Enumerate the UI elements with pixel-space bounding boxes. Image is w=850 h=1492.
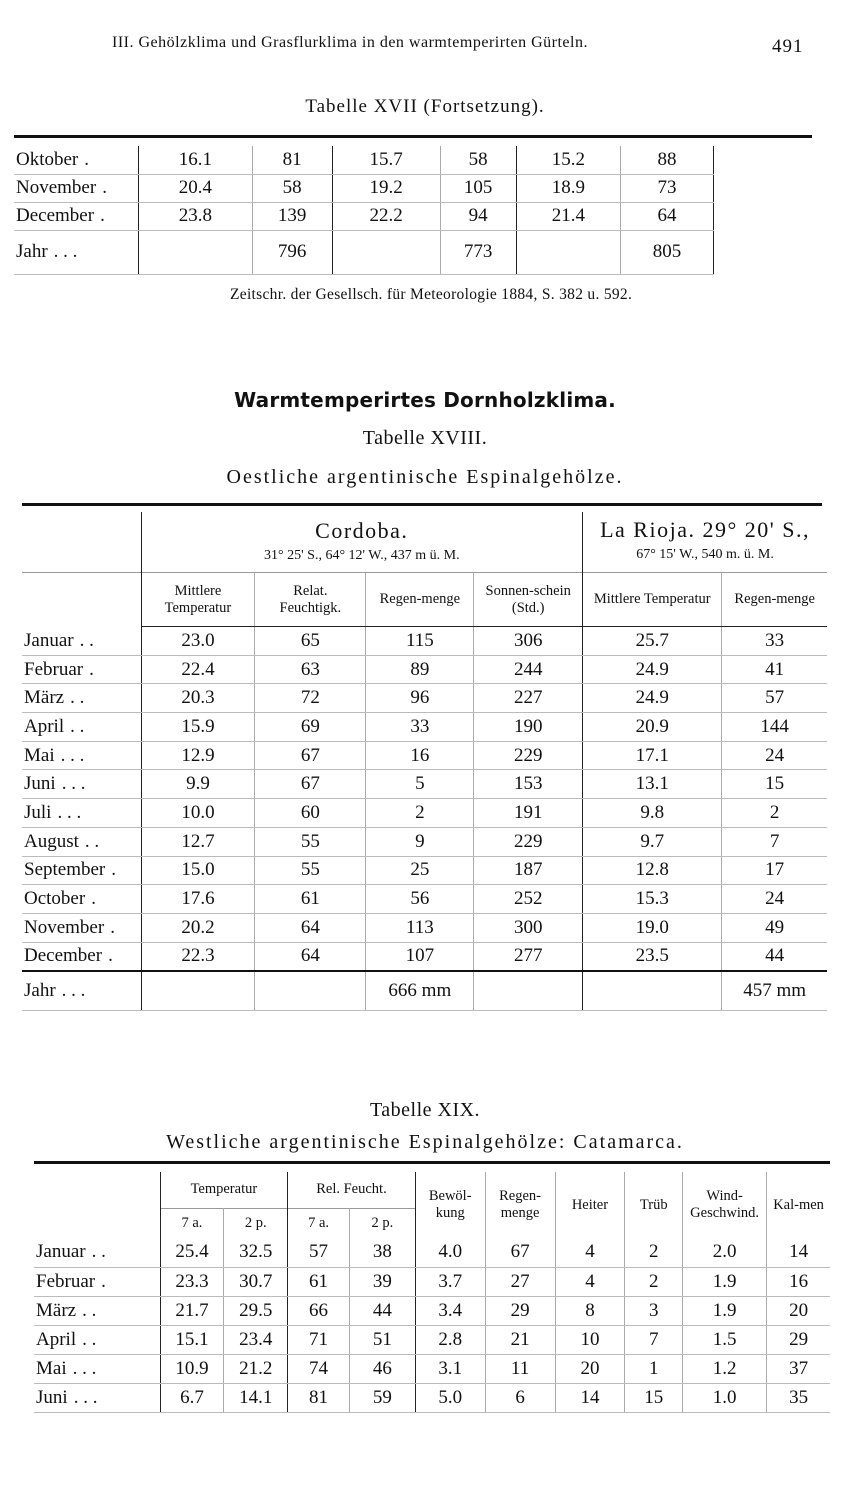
value-cell: 4 (555, 1267, 625, 1296)
value-cell: 7 (625, 1325, 683, 1354)
value-cell: 229 (474, 827, 583, 856)
value-cell: 16 (366, 741, 474, 770)
table-row (22, 770, 827, 799)
value-cell: 15.1 (160, 1325, 224, 1354)
regenmenge-header: Regen-menge (485, 1172, 555, 1238)
value-cell: 15.0 (141, 856, 255, 885)
month-label: Jahr (16, 241, 48, 262)
stub-header (34, 1172, 160, 1238)
leader-dots: . (100, 205, 105, 226)
value-cell: 3.4 (415, 1296, 485, 1325)
value-cell (516, 230, 620, 274)
table-row (34, 1296, 830, 1325)
heiter-header: Heiter (555, 1172, 625, 1238)
month-cell (14, 146, 138, 174)
table-row (34, 1267, 830, 1296)
month-cell (22, 799, 141, 828)
month-label: April (24, 715, 65, 737)
temp-7a-header: 7 a. (160, 1208, 224, 1238)
column-header: Mittlere Temperatur (141, 573, 255, 627)
leader-dots: . . . (57, 801, 82, 823)
value-cell: 2 (366, 799, 474, 828)
value-cell: 11 (485, 1354, 555, 1383)
value-cell: 144 (722, 713, 827, 742)
value-cell: 64 (255, 913, 366, 942)
value-cell: 1.5 (683, 1325, 767, 1354)
section-heading: Warmtemperirtes Dornholzklima. (234, 388, 616, 412)
table-19-subtitle: Westliche argentinische Espinalgehölze: Catamarca. (166, 1131, 684, 1153)
value-cell: 3.7 (415, 1267, 485, 1296)
value-cell: 8 (555, 1296, 625, 1325)
table-row (14, 174, 714, 202)
table-row (22, 741, 827, 770)
leader-dots: . (101, 1270, 106, 1292)
value-cell: 15.7 (332, 146, 440, 174)
column-header: Sonnen-schein (Std.) (474, 573, 583, 627)
value-cell: 6 (485, 1383, 555, 1412)
value-cell: 21.2 (224, 1354, 288, 1383)
value-cell: 191 (474, 799, 583, 828)
table-18 (22, 512, 827, 1011)
value-cell: 64 (621, 202, 714, 230)
value-cell: 2 (625, 1267, 683, 1296)
value-cell: 29.5 (224, 1296, 288, 1325)
page-number: 491 (772, 36, 804, 57)
month-label: August (24, 830, 79, 852)
value-cell (332, 230, 440, 274)
value-cell: 20.3 (141, 684, 255, 713)
value-cell: 49 (722, 913, 827, 942)
value-cell: 12.7 (141, 827, 255, 856)
value-cell: 24 (722, 741, 827, 770)
leader-dots: . (84, 148, 90, 170)
value-cell: 23.5 (583, 942, 722, 971)
wind-header: Wind-Geschwind. (683, 1172, 767, 1238)
value-cell: 115 (366, 627, 474, 656)
value-cell: 9.8 (583, 799, 722, 828)
value-cell: 20.2 (141, 913, 255, 942)
leader-dots: . (108, 945, 113, 967)
group-header-row (34, 1172, 830, 1208)
table-row (34, 1383, 830, 1412)
value-cell: 244 (474, 655, 583, 684)
value-cell: 15.9 (141, 713, 255, 742)
value-cell: 9.7 (583, 827, 722, 856)
value-cell: 2.8 (415, 1325, 485, 1354)
value-cell: 7 (722, 827, 827, 856)
month-label: Februar (24, 658, 84, 680)
value-cell: 2 (625, 1238, 683, 1267)
month-label: September (24, 859, 106, 881)
month-cell (34, 1267, 160, 1296)
value-cell: 139 (252, 202, 332, 230)
month-label: Januar (36, 1241, 86, 1263)
value-cell: 14.1 (224, 1383, 288, 1412)
table-row (14, 146, 714, 174)
table-row (22, 713, 827, 742)
value-cell: 666 mm (366, 971, 474, 1011)
leader-dots: . (91, 888, 96, 910)
running-header: III. Gehölzklima und Grasflurklima in den warmtemperirten Gürteln. (112, 34, 588, 51)
value-cell: 3 (625, 1296, 683, 1325)
leader-dots: . . . (60, 744, 85, 766)
value-cell (255, 971, 366, 1011)
value-cell: 19.0 (583, 913, 722, 942)
value-cell: 153 (474, 770, 583, 799)
value-cell: 105 (440, 174, 516, 202)
value-cell: 107 (366, 942, 474, 971)
value-cell: 773 (440, 230, 516, 274)
value-cell: 15.2 (516, 146, 620, 174)
value-cell: 9.9 (141, 770, 255, 799)
value-cell: 9 (366, 827, 474, 856)
value-cell: 21 (485, 1325, 555, 1354)
value-cell: 187 (474, 856, 583, 885)
month-label: Juni (24, 773, 56, 795)
value-cell: 39 (349, 1267, 415, 1296)
value-cell: 66 (288, 1296, 350, 1325)
feucht-7a-header: 7 a. (288, 1208, 350, 1238)
value-cell: 20.9 (583, 713, 722, 742)
value-cell: 25.7 (583, 627, 722, 656)
value-cell: 16 (767, 1267, 830, 1296)
value-cell: 44 (722, 942, 827, 971)
value-cell: 35 (767, 1383, 830, 1412)
value-cell: 24 (722, 885, 827, 914)
value-cell: 22.4 (141, 655, 255, 684)
value-cell: 1.9 (683, 1267, 767, 1296)
value-cell: 73 (621, 174, 714, 202)
value-cell: 96 (366, 684, 474, 713)
month-label: Jahr (24, 980, 56, 1001)
value-cell: 6.7 (160, 1383, 224, 1412)
value-cell: 25 (366, 856, 474, 885)
value-cell: 89 (366, 655, 474, 684)
value-cell: 1.2 (683, 1354, 767, 1383)
jahr-row (14, 230, 714, 274)
stub-header (22, 512, 141, 573)
leader-dots: . . . (73, 1386, 98, 1408)
month-cell (22, 856, 141, 885)
value-cell: 23.8 (138, 202, 252, 230)
month-cell (34, 1325, 160, 1354)
value-cell: 32.5 (224, 1238, 288, 1267)
table-row (22, 942, 827, 971)
bewoelkung-header: Bewöl-kung (415, 1172, 485, 1238)
value-cell: 44 (349, 1296, 415, 1325)
table-row (22, 627, 827, 656)
value-cell: 5.0 (415, 1383, 485, 1412)
rioja-header (583, 512, 827, 573)
month-cell (22, 913, 141, 942)
value-cell: 14 (767, 1238, 830, 1267)
stub-header-2 (22, 573, 141, 627)
value-cell: 20 (767, 1296, 830, 1325)
value-cell: 72 (255, 684, 366, 713)
leader-dots: . . . (61, 773, 86, 795)
leader-dots: . . (70, 687, 85, 709)
value-cell: 17.6 (141, 885, 255, 914)
month-cell (34, 1354, 160, 1383)
value-cell: 67 (255, 741, 366, 770)
table-17 (14, 146, 714, 275)
value-cell: 16.1 (138, 146, 252, 174)
value-cell: 55 (255, 827, 366, 856)
value-cell: 58 (440, 146, 516, 174)
month-label: October (24, 888, 86, 910)
month-cell (22, 741, 141, 770)
rioja-name: La Rioja. 29° 20' S., (600, 517, 810, 542)
value-cell: 15.3 (583, 885, 722, 914)
leader-dots: . . (84, 830, 100, 852)
value-cell: 1 (625, 1354, 683, 1383)
value-cell: 29 (767, 1325, 830, 1354)
month-label: Februar (36, 1270, 96, 1292)
value-cell: 74 (288, 1354, 350, 1383)
value-cell: 67 (255, 770, 366, 799)
value-cell: 306 (474, 627, 583, 656)
table-18-top-rule (22, 503, 822, 506)
table-row (34, 1238, 830, 1267)
value-cell: 12.9 (141, 741, 255, 770)
table-18-caption: Tabelle XVIII. (362, 427, 488, 449)
value-cell: 252 (474, 885, 583, 914)
leader-dots: . . (79, 629, 94, 651)
value-cell: 61 (288, 1267, 350, 1296)
table-19 (34, 1172, 830, 1413)
leader-dots: . . . (53, 241, 78, 262)
column-header: Mittlere Temperatur (583, 573, 722, 627)
value-cell: 457 mm (722, 971, 827, 1011)
table-row (34, 1325, 830, 1354)
leader-dots: . . (82, 1328, 97, 1350)
value-cell: 61 (255, 885, 366, 914)
trueb-header: Trüb (625, 1172, 683, 1238)
value-cell: 33 (722, 627, 827, 656)
month-cell (22, 885, 141, 914)
table-19-top-rule (34, 1161, 830, 1164)
table-row (22, 799, 827, 828)
value-cell: 24.9 (583, 684, 722, 713)
value-cell: 21.7 (160, 1296, 224, 1325)
table-row (14, 202, 714, 230)
month-label: November (24, 916, 105, 938)
value-cell: 25.4 (160, 1238, 224, 1267)
value-cell: 64 (255, 942, 366, 971)
value-cell: 38 (349, 1238, 415, 1267)
value-cell: 58 (252, 174, 332, 202)
value-cell: 4 (555, 1238, 625, 1267)
value-cell: 5 (366, 770, 474, 799)
cordoba-coords: 31° 25' S., 64° 12' W., 437 m ü. M. (264, 548, 460, 563)
leader-dots: . (89, 658, 94, 680)
month-cell (22, 827, 141, 856)
value-cell: 1.9 (683, 1296, 767, 1325)
value-cell: 60 (255, 799, 366, 828)
leader-dots: . (110, 916, 115, 938)
value-cell: 19.2 (332, 174, 440, 202)
value-cell: 10 (555, 1325, 625, 1354)
column-header: Relat. Feuchtigk. (255, 573, 366, 627)
feucht-group-header: Rel. Feucht. (288, 1172, 416, 1208)
cordoba-name: Cordoba. (315, 518, 409, 543)
value-cell: 227 (474, 684, 583, 713)
month-cell (22, 942, 141, 971)
month-label: April (36, 1328, 77, 1350)
value-cell: 3.1 (415, 1354, 485, 1383)
value-cell: 55 (255, 856, 366, 885)
value-cell: 69 (255, 713, 366, 742)
table-17-source: Zeitschr. der Gesellsch. für Meteorologie 1884, S. 382 u. 592. (230, 286, 633, 303)
value-cell (141, 971, 255, 1011)
value-cell: 12.8 (583, 856, 722, 885)
value-cell: 14 (555, 1383, 625, 1412)
column-header-row (22, 573, 827, 627)
value-cell: 796 (252, 230, 332, 274)
value-cell: 57 (288, 1238, 350, 1267)
value-cell: 15 (722, 770, 827, 799)
value-cell: 17 (722, 856, 827, 885)
table-17-caption: Tabelle XVII (Fortsetzung). (305, 96, 545, 117)
value-cell: 4.0 (415, 1238, 485, 1267)
month-label: Mai (36, 1357, 67, 1379)
month-cell (22, 655, 141, 684)
value-cell: 59 (349, 1383, 415, 1412)
value-cell: 63 (255, 655, 366, 684)
value-cell: 37 (767, 1354, 830, 1383)
month-label: November (16, 177, 97, 198)
leader-dots: . (111, 859, 117, 881)
value-cell: 20.4 (138, 174, 252, 202)
table-row (22, 856, 827, 885)
month-label: Juli (24, 801, 52, 823)
value-cell: 18.9 (516, 174, 620, 202)
month-label: December (16, 205, 95, 226)
rioja-coords: 67° 15' W., 540 m. ü. M. (636, 547, 774, 562)
value-cell: 33 (366, 713, 474, 742)
value-cell: 2 (722, 799, 827, 828)
value-cell: 805 (621, 230, 714, 274)
value-cell: 22.2 (332, 202, 440, 230)
value-cell: 29 (485, 1296, 555, 1325)
table-row (34, 1354, 830, 1383)
month-cell (34, 1238, 160, 1267)
month-cell (34, 1296, 160, 1325)
table-row (22, 684, 827, 713)
value-cell: 13.1 (583, 770, 722, 799)
table-row (22, 913, 827, 942)
month-cell (34, 1383, 160, 1412)
value-cell: 21.4 (516, 202, 620, 230)
station-header-row (22, 512, 827, 573)
leader-dots: . . (82, 1299, 97, 1321)
value-cell: 67 (485, 1238, 555, 1267)
value-cell: 30.7 (224, 1267, 288, 1296)
month-cell (14, 202, 138, 230)
month-label: Oktober (16, 148, 79, 170)
month-label: März (36, 1299, 77, 1321)
value-cell: 51 (349, 1325, 415, 1354)
column-header: Regen-menge (366, 573, 474, 627)
month-label: Juni (36, 1386, 68, 1408)
value-cell: 23.4 (224, 1325, 288, 1354)
value-cell (138, 230, 252, 274)
table-18-subtitle: Oestliche argentinische Espinalgehölze. (226, 466, 624, 488)
value-cell: 15 (625, 1383, 683, 1412)
temperatur-group-header: Temperatur (160, 1172, 288, 1208)
feucht-2p-header: 2 p. (349, 1208, 415, 1238)
value-cell: 23.0 (141, 627, 255, 656)
month-cell (22, 684, 141, 713)
table-19-caption: Tabelle XIX. (369, 1099, 481, 1121)
value-cell: 1.0 (683, 1383, 767, 1412)
value-cell: 57 (722, 684, 827, 713)
value-cell: 10.0 (141, 799, 255, 828)
leader-dots: . . (70, 715, 85, 737)
value-cell: 113 (366, 913, 474, 942)
value-cell: 17.1 (583, 741, 722, 770)
value-cell: 88 (621, 146, 714, 174)
value-cell: 71 (288, 1325, 350, 1354)
leader-dots: . . (91, 1241, 106, 1263)
month-cell (22, 713, 141, 742)
value-cell (474, 971, 583, 1011)
value-cell: 190 (474, 713, 583, 742)
month-cell (22, 770, 141, 799)
value-cell: 46 (349, 1354, 415, 1383)
value-cell: 24.9 (583, 655, 722, 684)
column-header: Regen-menge (722, 573, 827, 627)
value-cell: 20 (555, 1354, 625, 1383)
value-cell: 81 (288, 1383, 350, 1412)
leader-dots: . . . (72, 1357, 97, 1379)
value-cell: 23.3 (160, 1267, 224, 1296)
table-row (22, 655, 827, 684)
leader-dots: . . . (61, 980, 86, 1001)
table-row (22, 885, 827, 914)
month-cell (14, 174, 138, 202)
value-cell: 94 (440, 202, 516, 230)
value-cell (583, 971, 722, 1011)
month-label: Mai (24, 744, 55, 766)
value-cell: 22.3 (141, 942, 255, 971)
month-label: December (24, 945, 103, 967)
value-cell: 81 (252, 146, 332, 174)
jahr-row (22, 971, 827, 1011)
month-cell (22, 627, 141, 656)
table-17-top-rule (14, 135, 812, 138)
month-label: März (24, 687, 65, 709)
value-cell: 277 (474, 942, 583, 971)
month-cell (22, 971, 141, 1011)
value-cell: 41 (722, 655, 827, 684)
value-cell: 2.0 (683, 1238, 767, 1267)
value-cell: 300 (474, 913, 583, 942)
value-cell: 229 (474, 741, 583, 770)
table-row (22, 827, 827, 856)
kalmen-header: Kal-men (773, 1196, 824, 1213)
leader-dots: . (102, 177, 107, 198)
value-cell: 27 (485, 1267, 555, 1296)
value-cell: 10.9 (160, 1354, 224, 1383)
cordoba-header (141, 512, 583, 573)
month-cell (14, 230, 138, 274)
value-cell: 65 (255, 627, 366, 656)
value-cell: 56 (366, 885, 474, 914)
temp-2p-header: 2 p. (224, 1208, 288, 1238)
month-label: Januar (24, 629, 74, 651)
